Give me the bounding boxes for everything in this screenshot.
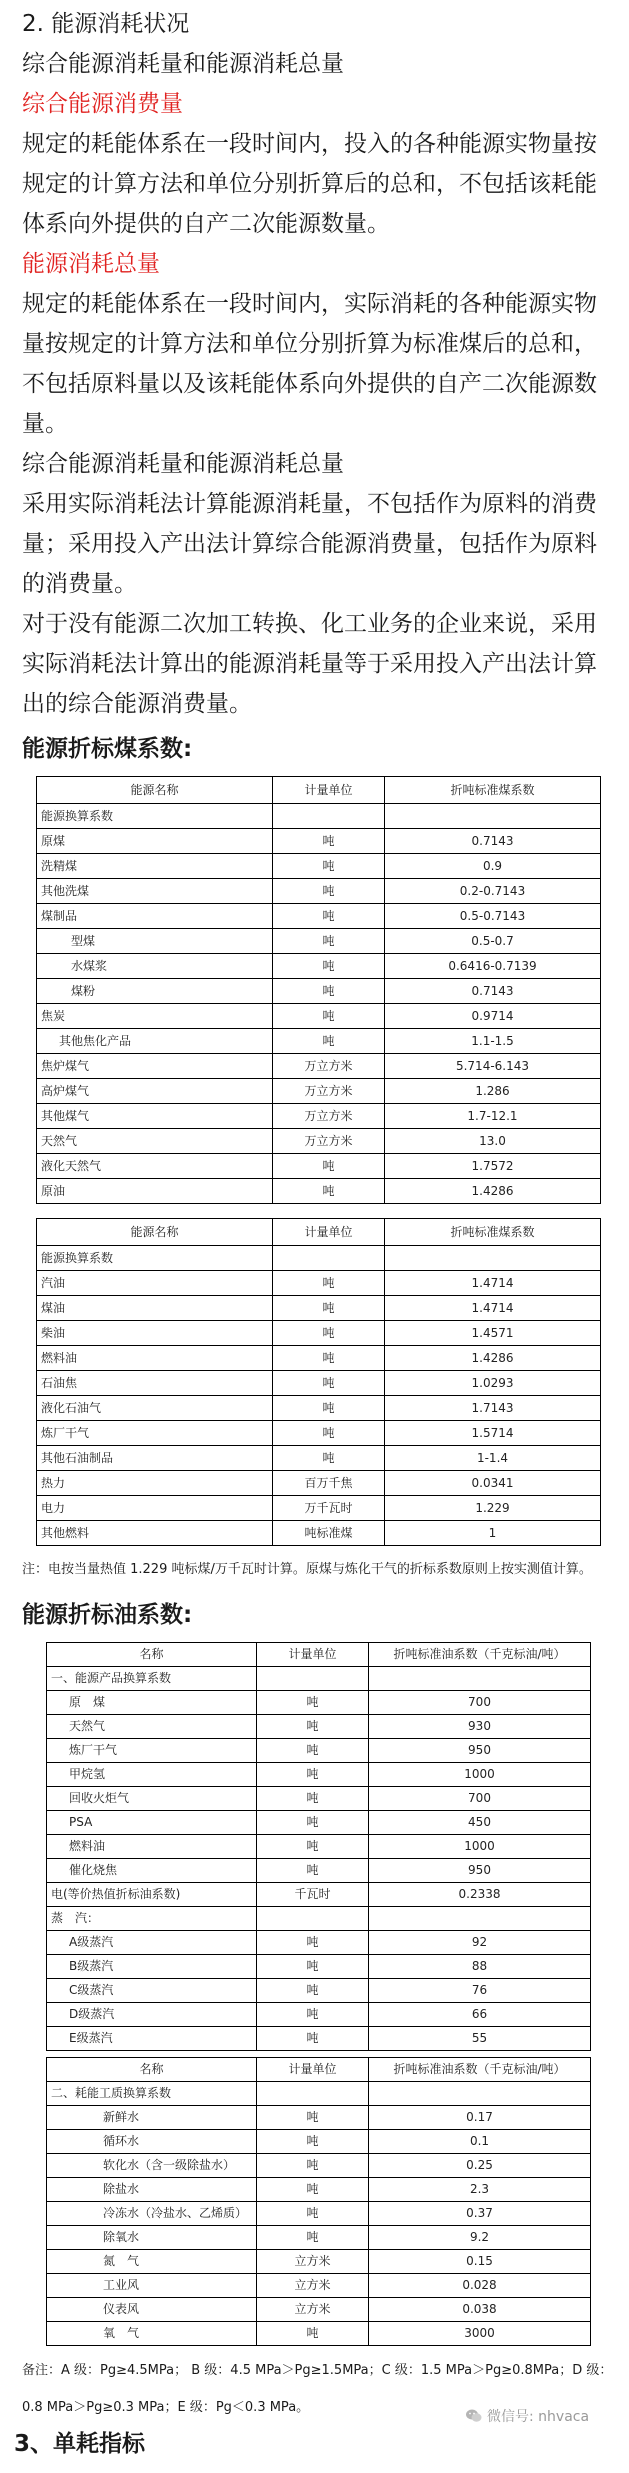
table-row <box>37 1446 601 1471</box>
coefficient-cell: 1.4714 <box>385 1296 601 1321</box>
table-row <box>37 979 601 1004</box>
column-header-name: 能源名称 <box>37 1219 273 1246</box>
unit-cell: 吨 <box>273 829 385 854</box>
energy-name-cell: 其他燃料 <box>37 1521 273 1546</box>
energy-name-cell: 软化水（含一级除盐水） <box>47 2154 257 2178</box>
table-row <box>47 1907 591 1931</box>
energy-name-cell: 其他焦化产品 <box>37 1029 273 1054</box>
table-row <box>37 1421 601 1446</box>
energy-name-cell: 回收火炬气 <box>47 1787 257 1811</box>
table-row <box>47 2250 591 2274</box>
table-group-row <box>37 804 601 829</box>
energy-name-cell: 液化石油气 <box>37 1396 273 1421</box>
coefficient-cell: 450 <box>369 1811 591 1835</box>
energy-name-cell: 其他石油制品 <box>37 1446 273 1471</box>
unit-cell: 立方米 <box>257 2298 369 2322</box>
table-row <box>47 1811 591 1835</box>
energy-name-cell: 炼厂干气 <box>47 1739 257 1763</box>
empty-cell <box>273 804 385 829</box>
coefficient-cell: 3000 <box>369 2322 591 2346</box>
energy-name-cell: 柴油 <box>37 1321 273 1346</box>
unit-cell: 吨 <box>273 904 385 929</box>
coefficient-cell: 0.25 <box>369 2154 591 2178</box>
table-row <box>37 1104 601 1129</box>
table-row <box>37 929 601 954</box>
unit-cell: 千瓦时 <box>257 1883 369 1907</box>
column-header-coefficient: 折吨标准油系数（千克标油/吨） <box>369 2058 591 2082</box>
column-header-coefficient: 折吨标准油系数（千克标油/吨） <box>369 1643 591 1667</box>
unit-cell: 吨 <box>273 954 385 979</box>
table-row <box>37 1496 601 1521</box>
energy-name-cell: 高炉煤气 <box>37 1079 273 1104</box>
empty-cell <box>369 1667 591 1691</box>
table-row <box>37 1179 601 1204</box>
unit-cell: 吨 <box>273 1371 385 1396</box>
energy-name-cell: 炼厂干气 <box>37 1421 273 1446</box>
energy-name-cell: C级蒸汽 <box>47 1979 257 2003</box>
coefficient-cell: 1.1-1.5 <box>385 1029 601 1054</box>
unit-cell: 吨 <box>273 979 385 1004</box>
column-header-name: 能源名称 <box>37 777 273 804</box>
unit-cell: 吨 <box>273 1446 385 1471</box>
column-header-unit: 计量单位 <box>257 1643 369 1667</box>
column-header-unit: 计量单位 <box>273 1219 385 1246</box>
coefficient-cell: 9.2 <box>369 2226 591 2250</box>
table-row <box>47 1955 591 1979</box>
unit-cell: 立方米 <box>257 2250 369 2274</box>
column-header-name: 名称 <box>47 1643 257 1667</box>
empty-cell <box>273 1246 385 1271</box>
energy-name-cell: 仪表风 <box>47 2298 257 2322</box>
section-heading: 2. 能源消耗状况 <box>22 11 190 37</box>
coefficient-cell: 0.5-0.7143 <box>385 904 601 929</box>
unit-cell <box>257 1907 369 1931</box>
unit-cell: 立方米 <box>257 2274 369 2298</box>
coefficient-cell: 2.3 <box>369 2178 591 2202</box>
empty-cell <box>257 1667 369 1691</box>
unit-cell: 吨 <box>257 2003 369 2027</box>
unit-cell: 吨 <box>257 1691 369 1715</box>
unit-cell: 吨 <box>257 2322 369 2346</box>
energy-name-cell: 氮 气 <box>47 2250 257 2274</box>
coefficient-cell: 1.4286 <box>385 1346 601 1371</box>
energy-name-cell: 氧 气 <box>47 2322 257 2346</box>
table-row <box>37 1321 601 1346</box>
energy-name-cell: 天然气 <box>37 1129 273 1154</box>
unit-cell: 万立方米 <box>273 1054 385 1079</box>
empty-cell <box>385 804 601 829</box>
paragraph-methods: 采用实际消耗法计算能源消耗量，不包括作为原料的消费量；采用投入产出法计算综合能源消费量，包括作为原料的消费量。 <box>22 491 597 597</box>
table-row <box>47 1691 591 1715</box>
table-row <box>47 2298 591 2322</box>
coefficient-cell: 0.15 <box>369 2250 591 2274</box>
table-row <box>37 1471 601 1496</box>
energy-name-cell: 除盐水 <box>47 2178 257 2202</box>
table-group-row <box>37 1246 601 1271</box>
table-row <box>37 904 601 929</box>
energy-name-cell: 洗精煤 <box>37 854 273 879</box>
unit-cell: 吨 <box>257 1979 369 2003</box>
column-header-unit: 计量单位 <box>257 2058 369 2082</box>
wechat-icon <box>465 2407 483 2425</box>
energy-name-cell: 原煤 <box>37 829 273 854</box>
column-header-unit: 计量单位 <box>273 777 385 804</box>
coefficient-cell: 88 <box>369 1955 591 1979</box>
coefficient-cell: 1.7572 <box>385 1154 601 1179</box>
group-label: 一、能源产品换算系数 <box>47 1667 257 1691</box>
energy-name-cell: 电(等价热值折标油系数) <box>47 1883 257 1907</box>
empty-cell <box>257 2082 369 2106</box>
unit-cell: 吨 <box>273 854 385 879</box>
coefficient-cell: 76 <box>369 1979 591 2003</box>
table-row <box>47 2154 591 2178</box>
unit-cell: 万立方米 <box>273 1129 385 1154</box>
group-label: 能源换算系数 <box>37 1246 273 1271</box>
unit-cell: 吨 <box>257 2226 369 2250</box>
unit-cell: 吨 <box>257 2154 369 2178</box>
unit-cell: 吨 <box>257 2106 369 2130</box>
energy-name-cell: 冷冻水（冷盐水、乙烯质） <box>47 2202 257 2226</box>
table-row <box>47 2202 591 2226</box>
unit-cell: 万立方米 <box>273 1104 385 1129</box>
unit-cell: 吨 <box>257 1739 369 1763</box>
coefficient-cell: 1.286 <box>385 1079 601 1104</box>
table-row <box>37 1079 601 1104</box>
coefficient-cell: 0.5-0.7 <box>385 929 601 954</box>
unit-cell: 吨 <box>273 1004 385 1029</box>
energy-name-cell: 燃料油 <box>47 1835 257 1859</box>
coefficient-cell: 1.0293 <box>385 1371 601 1396</box>
column-header-coefficient: 折吨标准煤系数 <box>385 1219 601 1246</box>
energy-name-cell: B级蒸汽 <box>47 1955 257 1979</box>
energy-name-cell: 热力 <box>37 1471 273 1496</box>
table-row <box>37 829 601 854</box>
table-group-row <box>47 2082 591 2106</box>
table-row <box>37 879 601 904</box>
definition-comprehensive-consumption: 规定的耗能体系在一段时间内，投入的各种能源实物量按规定的计算方法和单位分别折算后的总和，不包括该耗能体系向外提供的自产二次能源数量。 <box>22 131 597 237</box>
coefficient-cell: 0.038 <box>369 2298 591 2322</box>
column-header-name: 名称 <box>47 2058 257 2082</box>
energy-name-cell: 焦炉煤气 <box>37 1054 273 1079</box>
coefficient-cell: 1.229 <box>385 1496 601 1521</box>
energy-name-cell: PSA <box>47 1811 257 1835</box>
coefficient-cell: 92 <box>369 1931 591 1955</box>
unit-cell: 吨 <box>273 879 385 904</box>
unit-cell: 万立方米 <box>273 1079 385 1104</box>
unit-cell: 吨 <box>273 1271 385 1296</box>
energy-name-cell: 新鲜水 <box>47 2106 257 2130</box>
coefficient-cell: 1.7143 <box>385 1396 601 1421</box>
subheading: 综合能源消耗量和能源消耗总量 <box>22 51 344 77</box>
table-row <box>47 1883 591 1907</box>
table-row <box>37 1154 601 1179</box>
table-row <box>37 1129 601 1154</box>
coefficient-cell: 5.714-6.143 <box>385 1054 601 1079</box>
table-row <box>47 2322 591 2346</box>
energy-name-cell: 原 煤 <box>47 1691 257 1715</box>
unit-cell: 吨 <box>273 929 385 954</box>
coefficient-cell: 1.7-12.1 <box>385 1104 601 1129</box>
table-row <box>47 1787 591 1811</box>
unit-cell: 吨 <box>273 1421 385 1446</box>
energy-name-cell: 电力 <box>37 1496 273 1521</box>
table-row <box>37 1346 601 1371</box>
table-row <box>47 1763 591 1787</box>
coefficient-cell: 0.7143 <box>385 979 601 1004</box>
energy-name-cell: 燃料油 <box>37 1346 273 1371</box>
coefficient-cell: 1000 <box>369 1763 591 1787</box>
table-row <box>37 954 601 979</box>
coefficient-cell: 0.1 <box>369 2130 591 2154</box>
energy-name-cell: 煤粉 <box>37 979 273 1004</box>
steam-grade-note: 备注：A 级：Pg≥4.5MPa； B 级：4.5 MPa＞Pg≥1.5MPa；C 级：1.5 MPa＞Pg≥0.8MPa；D 级：0.8 MPa＞Pg≥0.3 MPa；E 级：Pg＜0.3 MPa。 <box>22 2363 613 2415</box>
unit-cell: 吨 <box>257 2027 369 2051</box>
energy-name-cell: 水煤浆 <box>37 954 273 979</box>
oil-coefficient-table-2 <box>46 2057 591 2346</box>
empty-cell <box>385 1246 601 1271</box>
oil-coefficient-table-1 <box>46 1642 591 2051</box>
energy-name-cell: 石油焦 <box>37 1371 273 1396</box>
coal-note: 注：电按当量热值 1.229 吨标煤/万千瓦时计算。原煤与炼化干气的折标系数原则上按实测值计算。 <box>22 1562 592 1577</box>
energy-name-cell: 甲烷氢 <box>47 1763 257 1787</box>
unit-cell: 吨 <box>257 1835 369 1859</box>
unit-cell: 吨 <box>273 1396 385 1421</box>
table-row <box>47 2226 591 2250</box>
unit-cell: 吨标准煤 <box>273 1521 385 1546</box>
unit-cell: 吨 <box>273 1296 385 1321</box>
unit-cell: 吨 <box>273 1154 385 1179</box>
unit-cell: 吨 <box>257 2130 369 2154</box>
unit-cell: 吨 <box>257 1763 369 1787</box>
watermark-text: 微信号: nhvaca <box>487 2409 590 2425</box>
group-label: 二、耗能工质换算系数 <box>47 2082 257 2106</box>
unit-cell: 吨 <box>257 1787 369 1811</box>
paragraph-equivalence: 对于没有能源二次加工转换、化工业务的企业来说，采用实际消耗法计算出的能源消耗量等于采用投入产出法计算出的综合能源消费量。 <box>22 611 597 717</box>
table-row <box>37 1029 601 1054</box>
energy-name-cell: D级蒸汽 <box>47 2003 257 2027</box>
unit-cell: 万千瓦时 <box>273 1496 385 1521</box>
energy-name-cell: 除氧水 <box>47 2226 257 2250</box>
table-row <box>47 2003 591 2027</box>
empty-cell <box>369 2082 591 2106</box>
energy-name-cell: 其他煤气 <box>37 1104 273 1129</box>
coefficient-cell: 0.2-0.7143 <box>385 879 601 904</box>
energy-name-cell: 型煤 <box>37 929 273 954</box>
coefficient-cell: 950 <box>369 1739 591 1763</box>
energy-name-cell: 天然气 <box>47 1715 257 1739</box>
unit-cell: 吨 <box>273 1346 385 1371</box>
wechat-watermark <box>465 2406 589 2426</box>
unit-cell: 吨 <box>257 1931 369 1955</box>
table-row <box>47 1739 591 1763</box>
coal-coefficient-table-1 <box>36 776 601 1204</box>
coefficient-cell: 66 <box>369 2003 591 2027</box>
oil-coefficient-title: 能源折标油系数: <box>22 1602 193 1628</box>
table-row <box>37 1396 601 1421</box>
table-row <box>47 2106 591 2130</box>
coefficient-cell: 0.9 <box>385 854 601 879</box>
table-row <box>47 2274 591 2298</box>
energy-name-cell: A级蒸汽 <box>47 1931 257 1955</box>
table-row <box>37 1521 601 1546</box>
coefficient-cell: 1.4286 <box>385 1179 601 1204</box>
unit-cell: 吨 <box>273 1179 385 1204</box>
table-row <box>37 1004 601 1029</box>
coefficient-cell: 700 <box>369 1691 591 1715</box>
unit-cell: 吨 <box>257 2202 369 2226</box>
table-row <box>47 1979 591 2003</box>
table-row <box>47 2130 591 2154</box>
energy-name-cell: 工业风 <box>47 2274 257 2298</box>
energy-name-cell: 液化天然气 <box>37 1154 273 1179</box>
table-row <box>37 854 601 879</box>
energy-name-cell: 原油 <box>37 1179 273 1204</box>
energy-name-cell: 汽油 <box>37 1271 273 1296</box>
energy-name-cell: 催化烧焦 <box>47 1859 257 1883</box>
table-group-row <box>47 1667 591 1691</box>
coefficient-cell: 0.2338 <box>369 1883 591 1907</box>
energy-name-cell: 蒸 汽： <box>47 1907 257 1931</box>
coefficient-cell: 0.37 <box>369 2202 591 2226</box>
unit-cell: 吨 <box>257 1859 369 1883</box>
coefficient-cell: 0.7143 <box>385 829 601 854</box>
energy-name-cell: 循环水 <box>47 2130 257 2154</box>
table-row <box>47 1835 591 1859</box>
energy-name-cell: 焦炭 <box>37 1004 273 1029</box>
unit-cell: 吨 <box>273 1321 385 1346</box>
coefficient-cell: 1.4571 <box>385 1321 601 1346</box>
energy-name-cell: 其他洗煤 <box>37 879 273 904</box>
unit-cell: 百万千焦 <box>273 1471 385 1496</box>
coal-coefficient-table-2 <box>36 1218 601 1546</box>
coefficient-cell: 0.028 <box>369 2274 591 2298</box>
coefficient-cell <box>369 1907 591 1931</box>
table-row <box>47 2027 591 2051</box>
coefficient-cell: 0.0341 <box>385 1471 601 1496</box>
coal-coefficient-title: 能源折标煤系数: <box>22 736 193 762</box>
coefficient-cell: 0.17 <box>369 2106 591 2130</box>
coefficient-cell: 1.4714 <box>385 1271 601 1296</box>
subheading-2: 综合能源消耗量和能源消耗总量 <box>22 451 344 477</box>
coefficient-cell: 1.5714 <box>385 1421 601 1446</box>
group-label: 能源换算系数 <box>37 804 273 829</box>
table-row <box>47 1715 591 1739</box>
coefficient-cell: 13.0 <box>385 1129 601 1154</box>
next-section-title: 3、单耗指标 <box>14 2431 146 2457</box>
coefficient-cell: 950 <box>369 1859 591 1883</box>
unit-cell: 吨 <box>257 2178 369 2202</box>
coefficient-cell: 700 <box>369 1787 591 1811</box>
energy-name-cell: 煤制品 <box>37 904 273 929</box>
table-row <box>47 1859 591 1883</box>
definition-total-consumption: 规定的耗能体系在一段时间内，实际消耗的各种能源实物量按规定的计算方法和单位分别折算为标准煤后的总和，不包括原料量以及该耗能体系向外提供的自产二次能源数量。 <box>22 291 597 437</box>
table-row <box>37 1054 601 1079</box>
unit-cell: 吨 <box>257 1715 369 1739</box>
term-total-consumption: 能源消耗总量 <box>22 251 160 277</box>
unit-cell: 吨 <box>273 1029 385 1054</box>
energy-name-cell: 煤油 <box>37 1296 273 1321</box>
table-row <box>37 1296 601 1321</box>
table-row <box>47 2178 591 2202</box>
coefficient-cell: 1 <box>385 1521 601 1546</box>
coefficient-cell: 930 <box>369 1715 591 1739</box>
coefficient-cell: 0.9714 <box>385 1004 601 1029</box>
energy-name-cell: E级蒸汽 <box>47 2027 257 2051</box>
coefficient-cell: 55 <box>369 2027 591 2051</box>
table-row <box>47 1931 591 1955</box>
term-comprehensive-consumption: 综合能源消费量 <box>22 91 183 117</box>
coefficient-cell: 0.6416-0.7139 <box>385 954 601 979</box>
unit-cell: 吨 <box>257 1955 369 1979</box>
column-header-coefficient: 折吨标准煤系数 <box>385 777 601 804</box>
coefficient-cell: 1-1.4 <box>385 1446 601 1471</box>
unit-cell: 吨 <box>257 1811 369 1835</box>
coefficient-cell: 1000 <box>369 1835 591 1859</box>
table-row <box>37 1371 601 1396</box>
table-row <box>37 1271 601 1296</box>
